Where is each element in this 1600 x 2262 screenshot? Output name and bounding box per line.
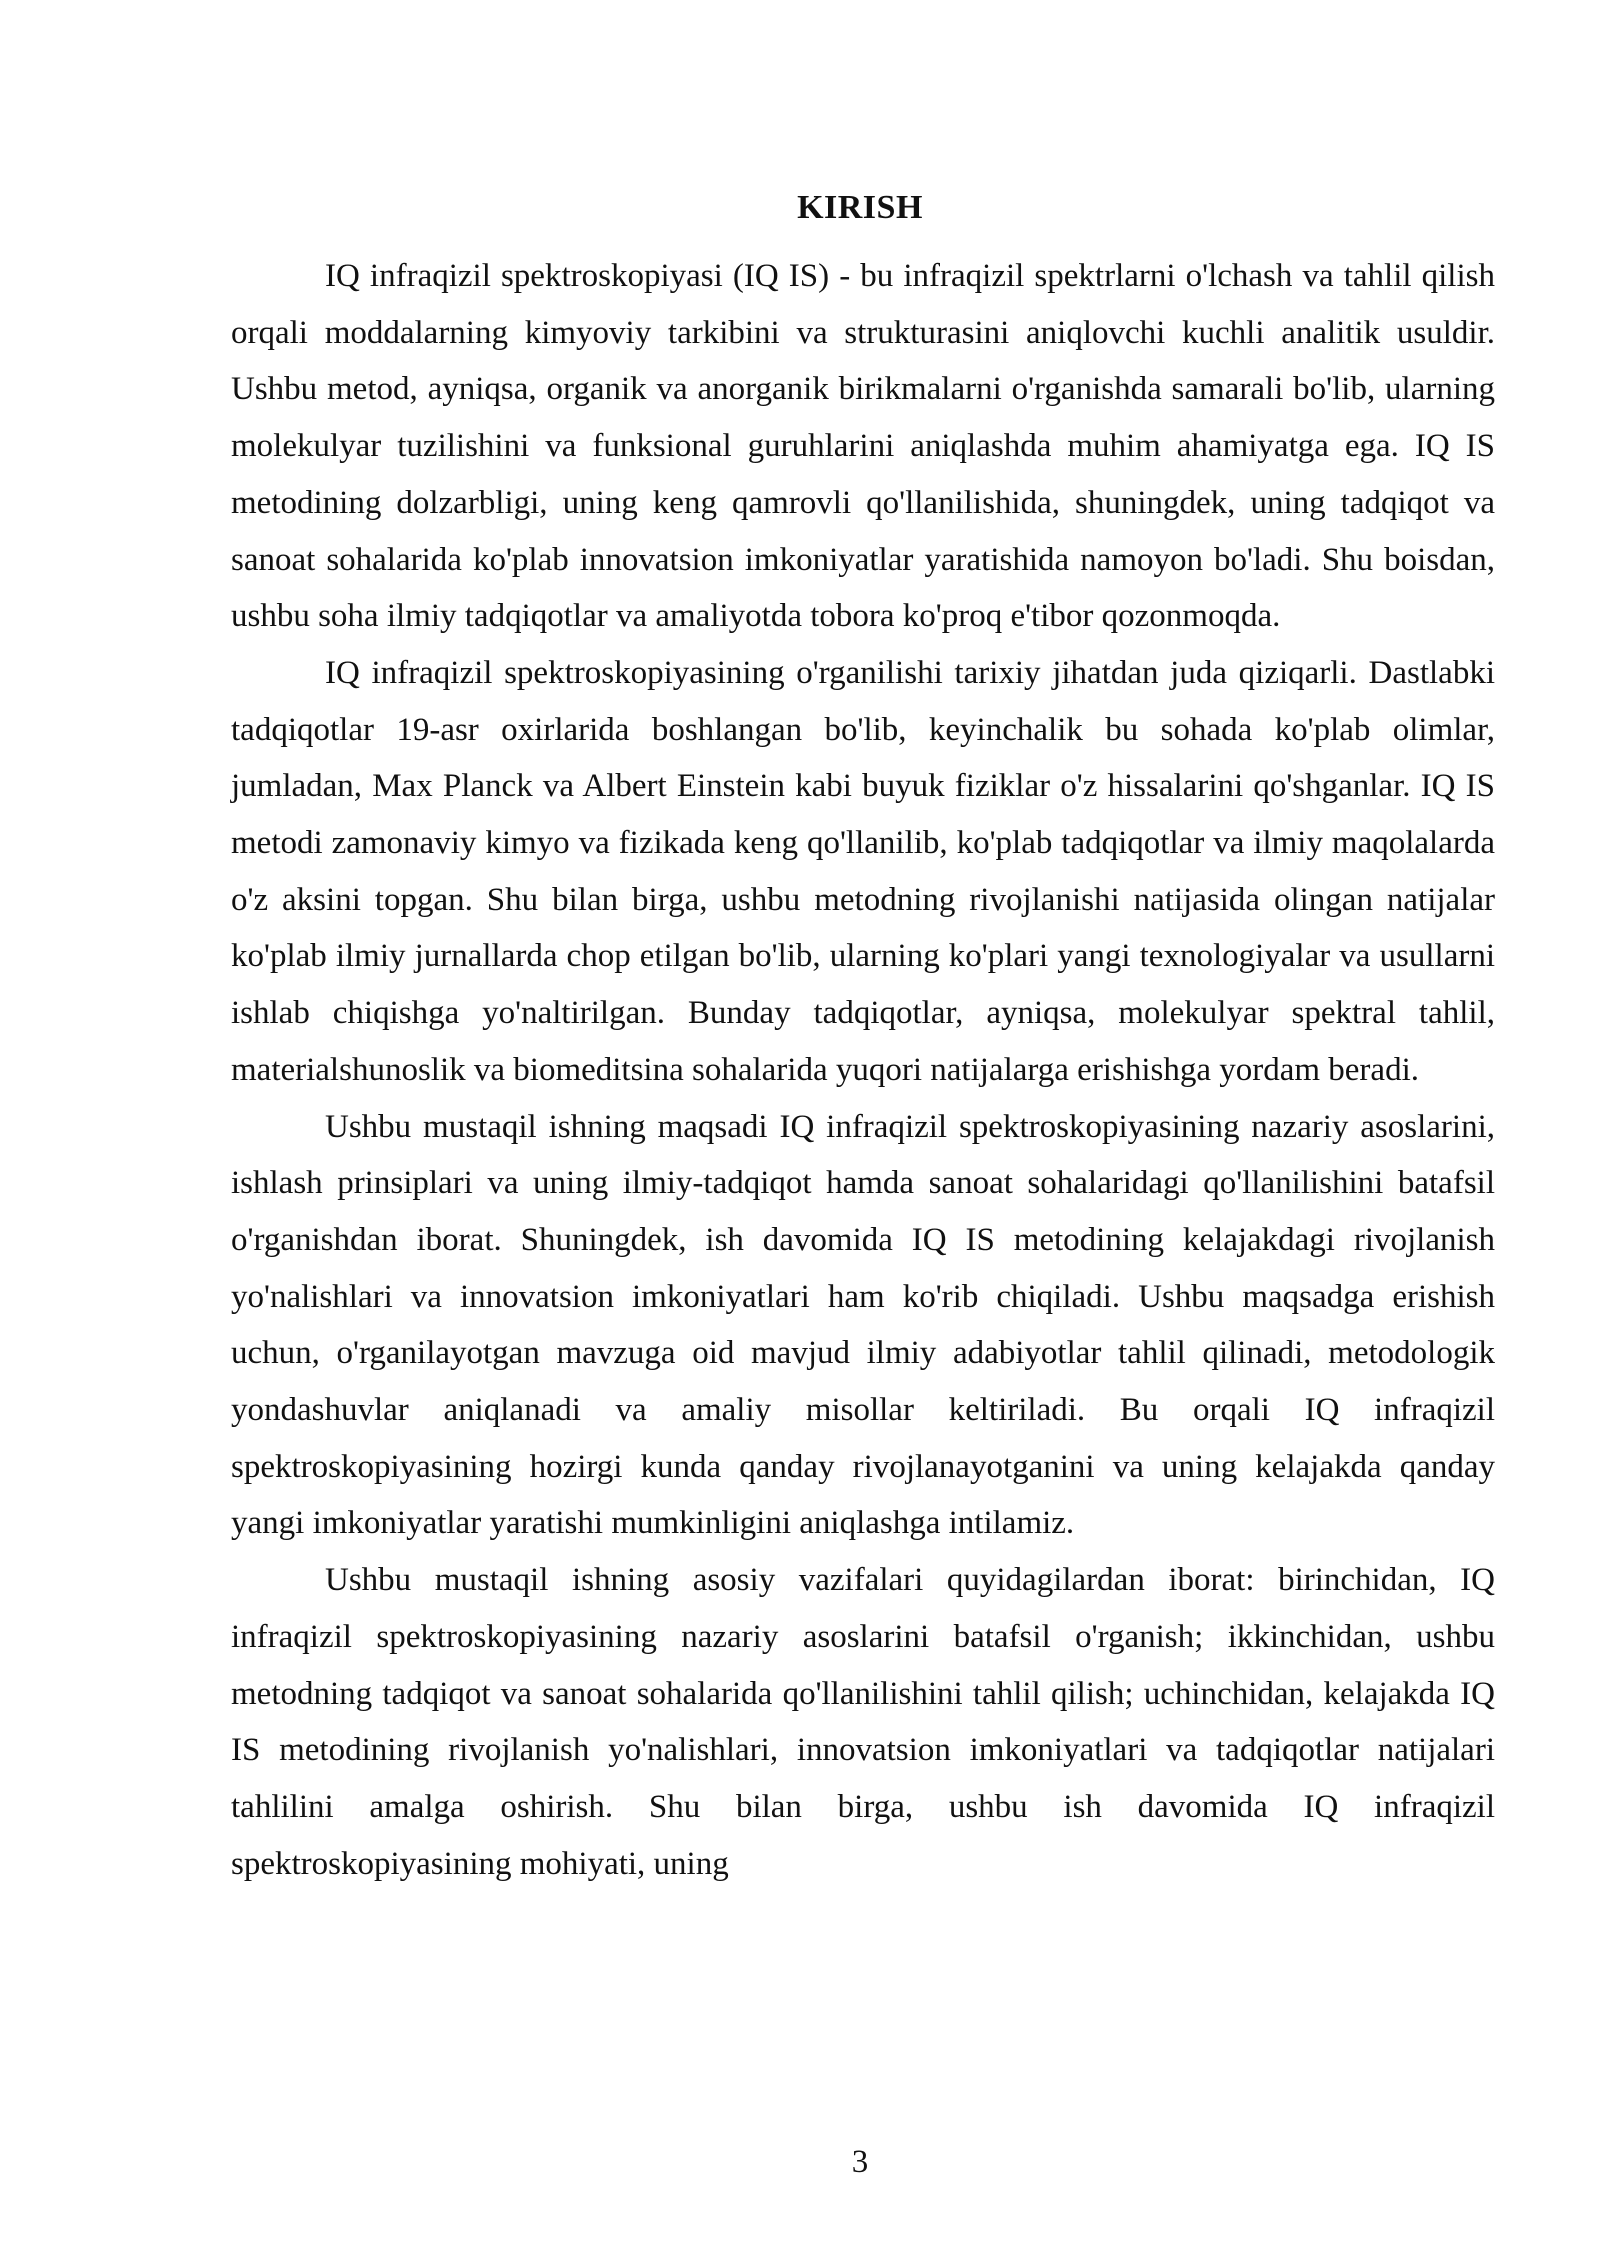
paragraph-history: IQ infraqizil spektroskopiyasining o'rganilishi tarixiy jihatdan juda qiziqarli. Dastlabki tadqiqotlar 19-asr oxirlarida boshlangan bo'lib, keyinchalik bu sohada ko'plab olimlar, jumladan, Max Planck va Albert Einstein kabi buyuk fiziklar o'z hissalarini qo'shganlar. IQ IS metodi zamonaviy kimyo va fizikada keng qo'llanilib, ko'plab tadqiqotlar va ilmiy maqolalarda o'z aksini topgan. Shu bilan birga, ushbu metodning rivojlanishi natijasida olingan natijalar ko'plab ilmiy jurnallarda chop etilgan bo'lib, ularning ko'plari yangi texnologiyalar va usullarni ishlab chiqishga yo'naltirilgan. Bunday tadqiqotlar, ayniqsa, molekulyar spektral tahlil, materialshunoslik va biomeditsina sohalarida yuqori natijalarga erishishga yordam beradi.: [231, 654, 1495, 1088]
paragraph-tasks: Ushbu mustaqil ishning asosiy vazifalari quyidagilardan iborat: birinchidan, IQ infraqizil spektroskopiyasining nazariy asoslarini batafsil o'rganish; ikkinchidan, ushbu metodning tadqiqot va sanoat sohalarida qo'llanilishini tahlil qilish; uchinchidan, kelajakda IQ IS metodining rivojlanish yo'nalishlari, innovatsion imkoniyatlari va tadqiqotlar natijalari tahlilini amalga oshirish. Shu bilan birga, ushbu ish davomida IQ infraqizil spektroskopiyasining mohiyati, uning: [231, 1562, 1495, 1882]
section-heading: KIRISH: [797, 188, 923, 226]
body-text: [231, 248, 1495, 1892]
page-number: 3: [851, 2144, 869, 2180]
paragraph-goal: Ushbu mustaqil ishning maqsadi IQ infraqizil spektroskopiyasining nazariy asoslarini, ishlash prinsiplari va uning ilmiy-tadqiqot hamda sanoat sohalaridagi qo'llanilishini batafsil o'rganishdan iborat. Shuningdek, ish davomida IQ IS metodining kelajakdagi rivojlanish yo'nalishlari va innovatsion imkoniyatlari ham ko'rib chiqiladi. Ushbu maqsadga erishish uchun, o'rganilayotgan mavzuga oid mavjud ilmiy adabiyotlar tahlil qilinadi, metodologik yondashuvlar aniqlanadi va amaliy misollar keltiriladi. Bu orqali IQ infraqizil spektroskopiyasining hozirgi kunda qanday rivojlanayotganini va uning kelajakda qanday yangi imkoniyatlar yaratishi mumkinligini aniqlashga intilamiz.: [231, 1108, 1495, 1542]
paragraph-intro: IQ infraqizil spektroskopiyasi (IQ IS) - bu infraqizil spektrlarni o'lchash va tahlil qilish orqali moddalarning kimyoviy tarkibini va strukturasini aniqlovchi kuchli analitik usuldir. Ushbu metod, ayniqsa, organik va anorganik birikmalarni o'rganishda samarali bo'lib, ularning molekulyar tuzilishini va funksional guruhlarini aniqlashda muhim ahamiyatga ega. IQ IS metodining dolzarbligi, uning keng qamrovli qo'llanilishida, shuningdek, uning tadqiqot va sanoat sohalarida ko'plab innovatsion imkoniyatlar yaratishida namoyon bo'ladi. Shu boisdan, ushbu soha ilmiy tadqiqotlar va amaliyotda tobora ko'proq e'tibor qozonmoqda.: [231, 258, 1495, 635]
